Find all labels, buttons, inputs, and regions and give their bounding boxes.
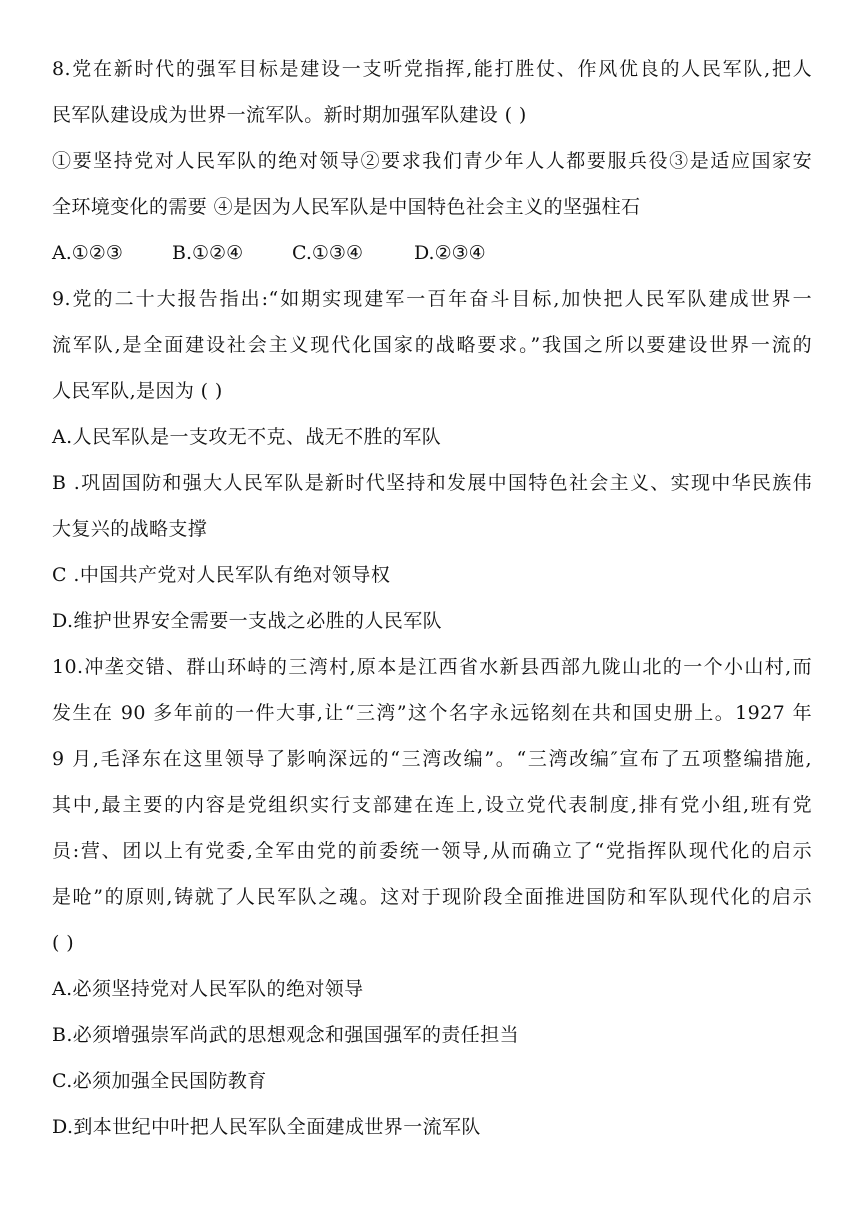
answer-options (52, 238, 812, 268)
option-c: C.必须加强全民国防教育 (52, 1070, 267, 1092)
question-8 (52, 54, 812, 268)
option-b: B.必须增强崇军尚武的思想观念和强国强军的责任担当 (52, 1024, 520, 1046)
option-d: D.到本世纪中叶把人民军队全面建成世界一流军队 (52, 1116, 481, 1138)
question-9 (52, 284, 812, 636)
document-page (52, 54, 812, 1158)
question-text-line: 是呛”的原则,铸就了人民军队之魂。这对于现阶段全面推进国防和军队现代化的启示 (52, 886, 812, 908)
option-c: C.①③④ (292, 242, 363, 264)
option-b: B .巩固国防和强大人民军队是新时代坚持和发展中国特色社会主义、实现中华民族伟 (52, 472, 812, 494)
question-text-line: 民军队建设成为世界一流军队。新时期加强军队建设 ( ) (52, 104, 527, 126)
question-text-line: 9 月,毛泽东在这里领导了影响深远的“三湾改编”。“三湾改编″宣布了五项整编措施, (52, 748, 812, 770)
option-b-continued: 大复兴的战略支撑 (52, 518, 208, 540)
question-text-line: 8.党在新时代的强军目标是建设一支听党指挥,能打胜仗、作风优良的人民军队,把人 (52, 58, 812, 80)
question-text-line: 9.党的二十大报告指出:“如期实现建军一百年奋斗目标,加快把人民军队建成世界一 (52, 288, 812, 310)
option-b: B.①②④ (172, 242, 244, 264)
question-text-line: 全环境变化的需要 ④是因为人民军队是中国特色社会主义的坚强柱石 (52, 196, 641, 218)
question-text-line: 员:营、团以上有党委,全军由党的前委统一领导,从而确立了“党指挥队现代化的启示 (52, 840, 812, 862)
option-d: D.②③④ (414, 242, 486, 264)
option-d: D.维护世界安全需要一支战之必胜的人民军队 (52, 610, 442, 632)
question-text-line: 发生在 90 多年前的一件大事,让“三湾”这个名字永远铭刻在共和国史册上。1927 年 (52, 702, 812, 724)
option-a: A.人民军队是一支攻无不克、战无不胜的军队 (52, 426, 442, 448)
question-text-line: ①要坚持党对人民军队的绝对领导②要求我们青少年人人都要服兵役③是适应国家安 (52, 150, 812, 172)
question-text-line: 流军队,是全面建设社会主义现代化国家的战略要求。”我国之所以要建设世界一流的 (52, 334, 812, 356)
option-a: A.①②③ (52, 242, 123, 264)
question-text-line: 人民军队,是因为 ( ) (52, 380, 223, 402)
option-c: C .中国共产党对人民军队有绝对领导权 (52, 564, 391, 586)
option-a: A.必须坚持党对人民军队的绝对领导 (52, 978, 364, 1000)
question-text-line: 其中,最主要的内容是党组织实行支部建在连上,设立党代表制度,排有党小组,班有党 (52, 794, 812, 816)
question-text-line: 10.冲垄交错、群山环峙的三湾村,原本是江西省水新县西部九陇山北的一个小山村,而 (52, 656, 812, 678)
answer-bracket: ( ) (52, 932, 75, 954)
question-10 (52, 652, 812, 1142)
